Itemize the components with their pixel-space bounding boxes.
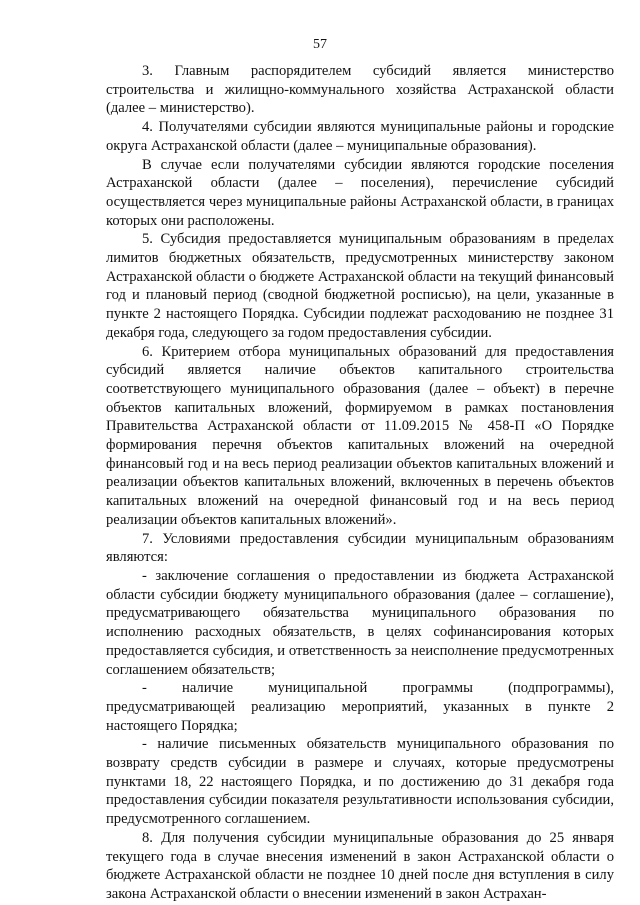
list-item-agreement: - заключение соглашения о предоставлении из бюджета Астраханской области субсидии бюджету муниципального образования (далее – соглашение), предусматривающего обязательства муниципального образования по исполнению расходных обязательств, в целях софинансирования которых предоставляется субсидия, и ответственность за неисполнение предусмотренных соглашением обязательств; (106, 567, 614, 678)
page-number: 57 (313, 37, 327, 52)
paragraph-clause-8: 8. Для получения субсидии муниципальные образования до 25 января текущего года в случае внесения изменений в закон Астраханской области о бюджете Астраханской области не позднее 10 дней после дня вступления в силу закона Астраханской области о внесении изменений в закон Астрахан- (106, 829, 614, 902)
paragraph-clause-5: 5. Субсидия предоставляется муниципальным образованиям в пределах лимитов бюджетных обязательств, предусмотренных министерству законом Астраханской области о бюджете Астраханской области на текущий финансовый год и плановый период (сводной бюджетной росписью), на цели, указанные в пункте 2 настоящего Порядка. Субсидии подлежат расходованию не позднее 31 декабря года, следующего за годом предоставления субсидии. (106, 231, 614, 341)
paragraph-clause-7: 7. Условиями предоставления субсидии муниципальным образованиям являются: (106, 530, 614, 566)
paragraph-clause-3: 3. Главным распорядителем субсидий является министерство строительства и жилищно-коммунального хозяйства Астраханской области (далее – министерство). (106, 63, 614, 117)
paragraph-clause-6: 6. Критерием отбора муниципальных образований для предоставления субсидий является наличие объектов капитального строительства соответствующего муниципального образования (далее – объект) в перечне объектов капитальных вложений, формируемом в рамках постановления Правительства Астраханской области от 11.09.2015 № 458-П «О Порядке формирования перечня объектов капитальных вложений на очередной финансовый год и на весь период реализации объектов капитальных вложений и реализации объектов капитальных вложений, включенных в перечень объектов капитальных вложений на очередной финансовый год и на весь период реализации объектов капитальных вложений». (106, 343, 614, 528)
list-item-program: - наличие муниципальной программы (подпрограммы), предусматривающей реализацию мероприятий, указанных в пункте 2 настоящего Порядка; (106, 680, 614, 734)
document-body (106, 62, 614, 904)
paragraph-clause-4: 4. Получателями субсидии являются муниципальные районы и городские округа Астраханской области (далее – муниципальные образования). (106, 119, 614, 154)
paragraph-clause-4-settlements: В случае если получателями субсидии являются городские поселения Астраханской области (далее – поселения), перечисление субсидий осуществляется через муниципальные районы Астраханской области, в границах которых они расположены. (106, 156, 614, 229)
list-item-obligations: - наличие письменных обязательств муниципального образования по возврату средств субсидии в размере и случаях, которые предусмотрены пунктами 18, 22 настоящего Порядка, и по достижению до 31 декабря года предоставления субсидии показателя результативности использования субсидии, предусмотренного соглашением. (106, 736, 614, 828)
